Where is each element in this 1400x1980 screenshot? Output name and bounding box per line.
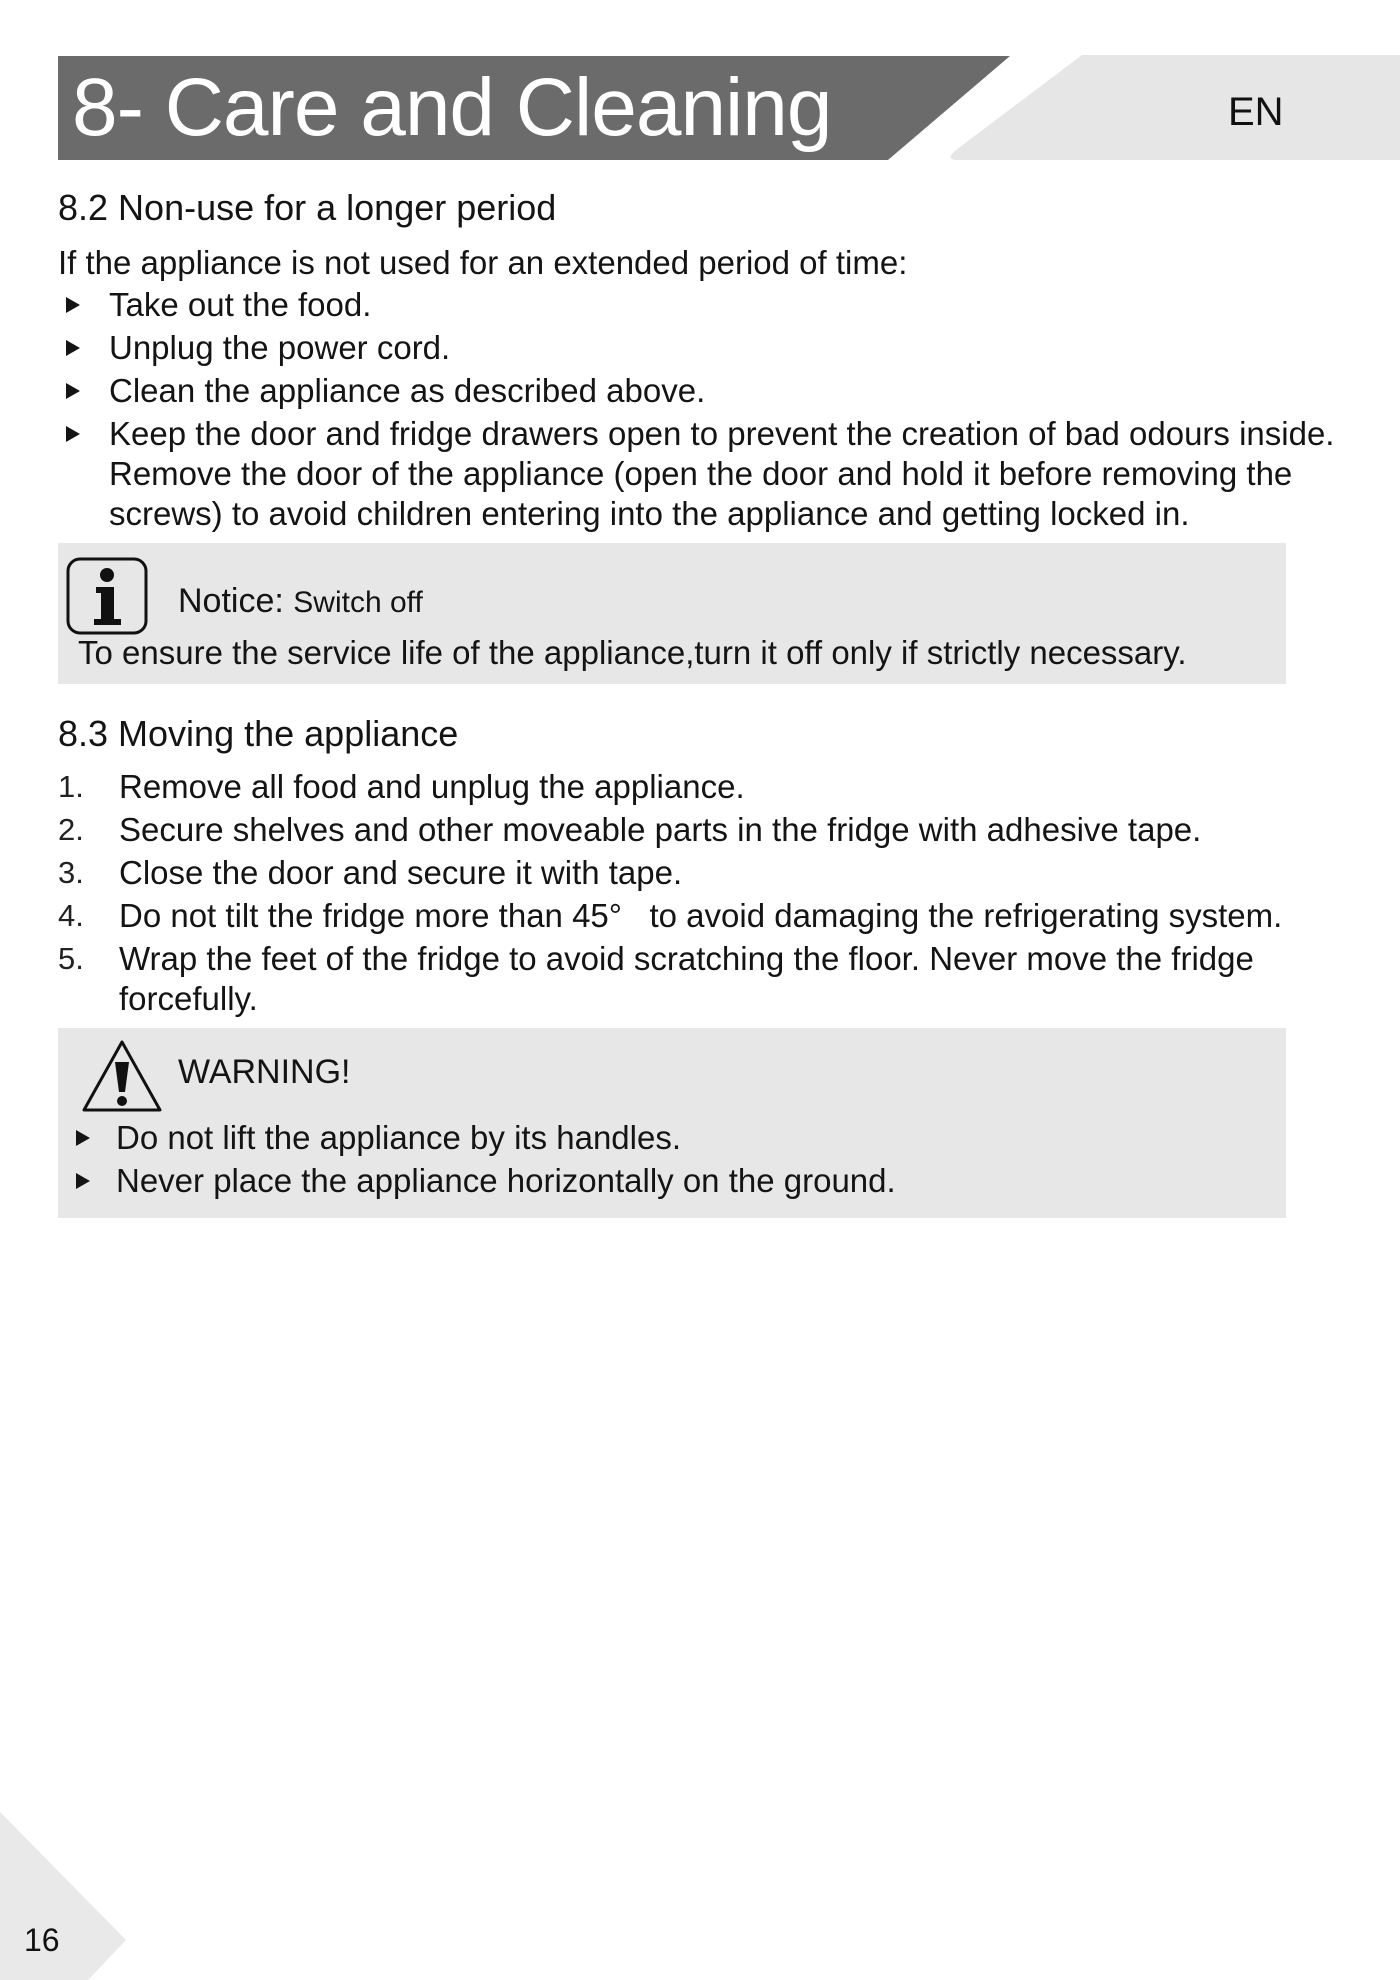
warning-heading: WARNING! [178,1053,351,1091]
numbered-item [58,767,1348,807]
list-item-text: Never place the appliance horizontally on the ground. [116,1162,896,1199]
list-item-text: Unplug the power cord. [109,329,451,366]
header-tab-background [950,55,1400,160]
footer-corner [0,1800,140,1980]
item-number: 3. [58,855,84,890]
list-item [58,328,1348,368]
item-number: 1. [58,769,84,804]
list-item [68,1118,896,1158]
warning-items [68,1118,896,1204]
warning-triangle-icon [80,1036,164,1116]
numbered-item-text: Secure shelves and other moveable parts in the fridge with adhesive tape. [119,811,1202,848]
bullet-arrow-icon [76,1130,90,1146]
non-use-steps [58,285,1348,537]
item-number: 2. [58,812,84,847]
language-label: EN [1228,90,1284,134]
moving-steps [58,767,1348,1022]
notice-heading [178,579,423,625]
bullet-arrow-icon [66,340,80,356]
numbered-item-text: Do not tilt the fridge more than 45° to avoid damaging the refrigerating system. [119,897,1283,934]
list-item-text: Keep the door and fridge drawers open to prevent the creation of bad odours inside. Remove the door of the appliance (open the door and hold it before removing the screws) to avoid children entering into the appliance and getting locked in. [109,415,1335,532]
numbered-item [58,896,1348,936]
list-item-text: Take out the food. [109,286,372,323]
numbered-item-text: Close the door and secure it with tape. [119,854,683,891]
list-item [58,371,1348,411]
bullet-arrow-icon [76,1173,90,1189]
notice-sublabel: Switch off [293,586,423,619]
notice-label: Notice: [178,582,284,620]
numbered-item-text: Remove all food and unplug the appliance. [119,768,745,805]
chapter-title: 8- Care and Cleaning [72,62,832,153]
list-item [58,414,1348,534]
page-number: 16 [24,1922,60,1958]
item-number: 4. [58,898,84,933]
warning-box [58,1028,1286,1218]
list-item [58,285,1348,325]
notice-box [58,543,1286,684]
numbered-item [58,853,1348,893]
section-heading-8-2: 8.2 Non-use for a longer period [58,187,557,228]
numbered-item [58,939,1348,1019]
bullet-arrow-icon [66,383,80,399]
numbered-item-text: Wrap the feet of the fridge to avoid scratching the floor. Never move the fridge forcefully. [119,940,1254,1017]
section-intro: If the appliance is not used for an extended period of time: [58,244,908,281]
list-item-text: Clean the appliance as described above. [109,372,706,409]
item-number: 5. [58,941,84,976]
info-icon [66,557,150,637]
list-item-text: Do not lift the appliance by its handles. [116,1119,682,1156]
section-heading-8-3: 8.3 Moving the appliance [58,713,459,754]
list-item [68,1161,896,1201]
bullet-arrow-icon [66,426,80,442]
bullet-arrow-icon [66,297,80,313]
notice-text: To ensure the service life of the appliance,turn it off only if strictly necessary. [78,634,1187,671]
numbered-item [58,810,1348,850]
